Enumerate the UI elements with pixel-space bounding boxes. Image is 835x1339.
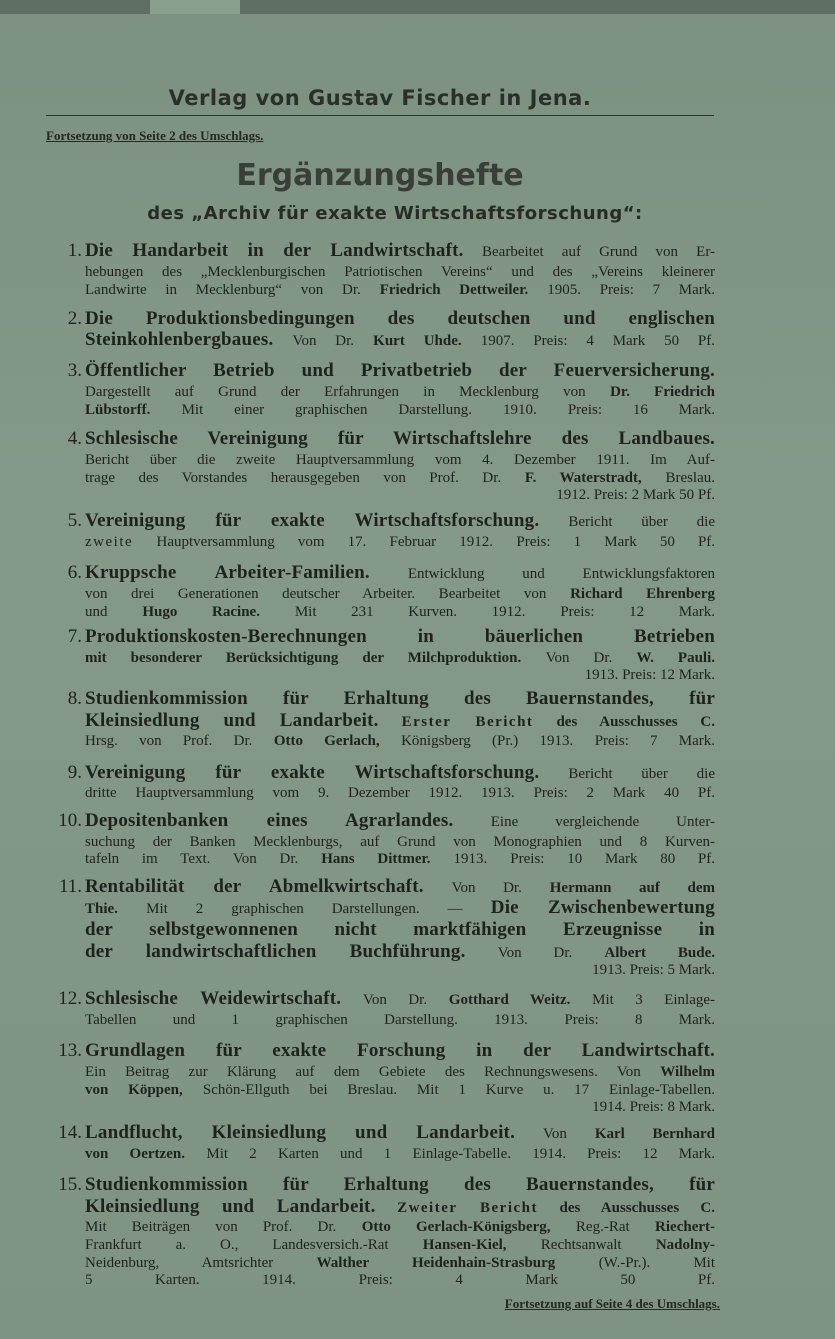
entry-title: Die Handarbeit in der Landwirtschaft. — [85, 240, 464, 261]
entry-title: Kruppsche Arbeiter-Familien. — [85, 562, 370, 583]
sub-heading: des „Archiv für exakte Wirtschaftsforschung“: — [147, 203, 643, 224]
continuation-note-bottom: Fortsetzung auf Seite 4 des Umschlags. — [504, 1296, 720, 1311]
entry-author: Otto Gerlach-Königsberg, — [361, 1219, 551, 1235]
entry-title: Öffentlicher Betrieb und Privatbetrieb der Feuerversicherung. — [85, 360, 715, 381]
entry-title: Studienkommission für Erhaltung des Bauernstandes, für — [85, 1174, 715, 1195]
publisher-header: Verlag von Gustav Fischer in Jena. — [168, 86, 592, 110]
catalog-page: Verlag von Gustav Fischer in Jena. Fortsetzung von Seite 2 des Umschlags. Ergänzungshefte des „Archiv für exakte Wirtschaftsforschung“: 1. Die Handarbeit in der Landwirtschaft. Bearbeitet auf Grund von Er- hebungen des „Mecklenburgischen Patriotischen Vereins“ und des „Vereins kleinerer Landwirte in Mecklenburg“ von Dr. Friedrich Dettweiler. 1905. Preis: 7 Mark. 2. Die Produktionsbedingungen des deutschen und englischen Steinkohlenbergbaues. Von Dr. Kurt Uhde. 1907. Preis: 4 Mark 50 Pf. 3. Öffentlicher Betrieb und Privatbetrieb der Feuerversicherung. Dargestellt auf Grund der Erfahrungen in Mecklenburg von Dr. Friedrich Lübstorff. Mit einer graphischen Darstellung. 1910. Preis: 16 Mark. 4. Schlesische Vereinigung für Wirtschaftslehre des Landbaues. Bericht über die zweite Hauptversammlung vom 4. Dezember 1911. Im Auf- trage des Vorstandes herausgegeben von Prof. Dr. F. Waterstradt, Breslau. 1912. Preis: 2 Mark 50 Pf. 5. Vereinigung für exakte Wirtschaftsforschung. Bericht über die zweite Hauptversammlung vom 17. Februar 1912. Preis: 1 Mark 50 Pf. 6. Kruppsche Arbeiter-Familien. Entwicklung und Entwicklungsfaktoren von drei Generationen deutscher Arbeiter. Bearbeitet von Richard Ehrenberg und Hugo Racine. Mit 231 Kurven. 1912. Preis: 12 Mark. 7. Produktionskosten-Berechnungen in bäuerlichen Betrieben mit besonderer Berücksichtigung der Milchproduktion. Von Dr. W. Pauli. 1913. Preis: 12 Mark. 8. Studienkommission für Erhaltung des Bauernstandes, für Kleinsiedlung und Landarbeit. Erster Bericht des Ausschusses C. Hrsg. von Prof. Dr. Otto Gerlach, Königsberg (Pr.) 1913. Preis: 7 Mark. 9. Vereinigung für exakte Wirtschaftsforschung. Bericht über die dritte Hauptversammlung vom 9. Dezember 1912. 1913. Preis: 2 Mark 40 Pf. 10. Depositenbanken eines Agrarlandes. Eine vergleichende Unter- suchung der Banken Mecklenburgs, auf Grund von Monographien und 8 Kurven- tafeln im Text. Von Dr. Hans Dittmer. 1913. Preis: 10 Mark 80 Pf. 11. Rentabilität der Abmelkwirtschaft. Von Dr. Hermann auf dem Thie. Mit 2 graphischen Darstellungen. — Die Zwischenbewertung der selbstgewonnenen nicht marktfähigen Erzeugnisse in der landwirtschaftlichen Buchführung. Von Dr. Albert Bude. 1913. Preis: 5 Mark. 12. Schlesische Weidewirtschaft. Von Dr. Gotthard Weitz. Mit 3 Einlage- Tabellen und 1 graphischen Darstellung. 1913. Preis: 8 Mark. 13. Grundlagen für exakte Forschung in der Landwirtschaft. Ein Beitrag zur Klärung auf dem Gebiete des Rechnungswesens. Von Wilhelm von Köppen, Schön-Ellguth bei Breslau. Mit 1 Kurve u. 17 Einlage-Tabellen. 1914. Preis: 8 Mark. 14. Landflucht, Kleinsiedlung und Landarbeit. Von Karl Bernhard von Oertzen. Mit 2 Karten und 1 Einlage-Tabelle. 1914. Preis: 12 Mark. 15. Studienkommission für Erhaltung des Bauernstandes, für Kleinsiedlung und Landarbeit. Zweiter Bericht des Ausschusses C. Mit Beiträgen von Prof. Dr. Otto Gerlach-Königsberg, Reg.-Rat Riechert- Frankfurt a. O., Landesversich.-Rat Hansen-Kiel, Rechtsanwalt Nadolny- Neidenburg, Amtsrichter Walther Heidenhain-Strasburg (W.-Pr.). Mit 5 Karten. 1914. Preis: 4 Mark 50 Pf. Fortsetzung auf Seite 4 des Umschlags. — [0, 0, 835, 1339]
entry-number: 7. — [67, 626, 82, 647]
entry-author: Dr. Friedrich — [610, 384, 715, 400]
entry-title: Landflucht, Kleinsiedlung und Landarbeit. — [85, 1122, 516, 1143]
entry-number: 4. — [67, 428, 82, 449]
entry-author: Hans Dittmer. — [321, 851, 431, 867]
entry-author: Karl Bernhard — [594, 1126, 715, 1142]
entry-number: 3. — [67, 360, 82, 381]
entry-author: Friedrich Dettweiler. — [379, 282, 529, 298]
entry-number: 11. — [58, 876, 82, 897]
entry-title: Rentabilität der Abmelkwirtschaft. — [85, 876, 424, 897]
entry-title: Die Produktionsbedingungen des deutschen und englischen — [85, 308, 715, 329]
entry-number: 9. — [67, 762, 82, 783]
entry-author: Otto Gerlach, — [273, 733, 380, 749]
entry-title: Schlesische Weidewirtschaft. — [85, 988, 342, 1009]
entry-number: 1. — [67, 240, 82, 261]
entry-author: Kurt Uhde. — [373, 333, 462, 349]
entry-author: Richard Ehrenberg — [570, 586, 715, 602]
entry-title: Vereinigung für exakte Wirtschaftsforschung. — [85, 510, 540, 531]
entry-number: 8. — [67, 688, 82, 709]
entry-number: 5. — [67, 510, 82, 531]
entry-title: Studienkommission für Erhaltung des Bauernstandes, für — [85, 688, 715, 709]
entry-author: Wilhelm — [660, 1064, 715, 1080]
entry-title: Depositenbanken eines Agrarlandes. — [85, 810, 454, 831]
entry-title: Produktionskosten-Berechnungen in bäuerlichen Betrieben — [85, 626, 715, 647]
entry-author: F. Waterstradt, — [524, 470, 642, 486]
entry-author: Hermann auf dem — [549, 880, 716, 896]
header-divider — [46, 115, 714, 116]
top-edge-strip — [0, 0, 835, 14]
entry-number: 15. — [58, 1174, 82, 1195]
entry-number: 6. — [67, 562, 82, 583]
entry-number: 10. — [58, 810, 82, 831]
entry-title: Grundlagen für exakte Forschung in der Landwirtschaft. — [85, 1040, 715, 1061]
entry-title: Schlesische Vereinigung für Wirtschaftslehre des Landbaues. — [85, 428, 715, 449]
entry-author: Gotthard Weitz. — [448, 992, 571, 1008]
entry-number: 14. — [58, 1122, 82, 1143]
entry-number: 2. — [67, 308, 82, 329]
entry-author: W. Pauli. — [636, 650, 716, 666]
entry-number: 12. — [58, 988, 82, 1009]
entry-number: 13. — [58, 1040, 82, 1061]
main-heading: Ergänzungshefte — [236, 158, 524, 193]
continuation-note-top: Fortsetzung von Seite 2 des Umschlags. — [46, 128, 264, 143]
entry-title: Vereinigung für exakte Wirtschaftsforschung. — [85, 762, 540, 783]
